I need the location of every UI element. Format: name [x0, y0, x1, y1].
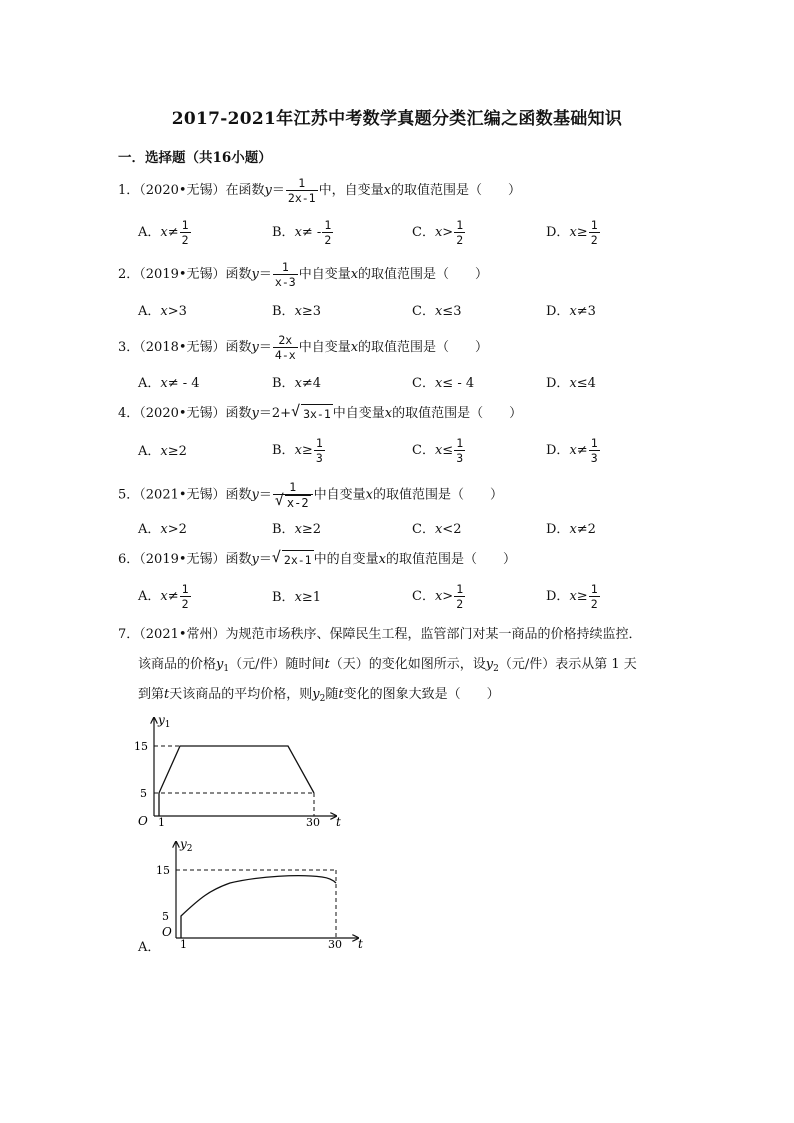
q1-d-den: 2 — [590, 233, 598, 247]
q7-y3: y — [312, 687, 320, 702]
q4-option-c[interactable] — [412, 436, 466, 465]
graph-y1 — [128, 712, 358, 832]
q4-b-x: x — [294, 443, 302, 458]
q4-post: 中自变量 — [332, 406, 385, 421]
q1-b-frac — [322, 218, 333, 247]
q6-d-frac — [589, 582, 600, 611]
q5-d-label: D． — [546, 522, 570, 537]
q3-fraction — [273, 333, 298, 362]
page-title: 2017-2021年江苏中考数学真题分类汇编之函数基础知识 — [171, 109, 623, 129]
sqrt-icon: √ — [271, 548, 281, 566]
q3-a-x: x — [160, 376, 168, 391]
q4-d-num: 1 — [590, 436, 598, 450]
q5-radicand: x-2 — [286, 496, 309, 510]
q6-c-den: 2 — [456, 597, 464, 611]
q6-prefix: 6．（2019•无锡）函数 — [118, 552, 252, 567]
q6-a-rel: ≠ — [167, 589, 179, 604]
q1-a-rel: ≠ — [167, 225, 179, 240]
q2-d-label: D． — [546, 304, 570, 319]
q3-option-b[interactable] — [272, 372, 321, 391]
q6-post2: 的取值范围是（ ） — [385, 552, 516, 567]
q6-b-label: B． — [272, 590, 295, 605]
q1-option-a[interactable] — [138, 218, 192, 247]
q1-a-frac — [180, 218, 191, 247]
q6-d-rel: ≥ — [576, 589, 588, 604]
q7-y1: y — [216, 657, 224, 672]
q2-c-val: ≤3 — [442, 304, 462, 319]
q4-d-x: x — [569, 443, 577, 458]
q7-s2: 2 — [493, 664, 499, 674]
q5-c-x: x — [434, 522, 443, 537]
q2-fraction — [273, 260, 298, 289]
q3-b-x: x — [294, 376, 302, 391]
q1-a-den: 2 — [181, 233, 189, 247]
q1-post: 中，自变量 — [318, 183, 384, 198]
q1-d-x: x — [569, 225, 577, 240]
q5-d-val: ≠2 — [576, 522, 596, 537]
q5-a-val: >2 — [167, 522, 187, 537]
q3-den: 4-x — [274, 348, 296, 362]
g2-tick-1: 1 — [180, 938, 187, 951]
q5-b-x: x — [294, 522, 302, 537]
graph-option-a — [150, 836, 380, 956]
q4-a-x: x — [160, 444, 168, 459]
q1-fraction — [286, 176, 318, 205]
q6-option-c[interactable] — [412, 582, 466, 611]
q7-s3: 2 — [319, 694, 326, 704]
q4-d-frac — [589, 436, 600, 465]
q4-radicand: 3x-1 — [301, 404, 333, 423]
q5-post2: 的取值范围是（ ） — [372, 487, 503, 503]
q7-option-a[interactable]: A． — [138, 940, 161, 955]
q6-a-frac — [180, 582, 191, 611]
q1-d-frac — [589, 218, 600, 247]
q2-var-y: y — [251, 267, 259, 282]
q3-d-val: ≤4 — [576, 376, 596, 391]
q2-b-x: x — [294, 304, 302, 319]
q7-l2a: 该商品的价格 — [138, 657, 217, 672]
g1-xlabel: t — [336, 815, 341, 829]
q4-b-rel: ≥ — [301, 443, 313, 458]
q7-l3d: 变化的图象大致是（ ） — [343, 687, 500, 702]
q2-prefix: 2．（2019•无锡）函数 — [118, 267, 252, 282]
q1-d-rel: ≥ — [576, 225, 588, 240]
q3-c-x: x — [434, 376, 443, 391]
q1-b-den: 2 — [324, 233, 332, 247]
q3-var-y: y — [251, 340, 259, 355]
question-1 — [118, 176, 521, 205]
q4-b-frac — [314, 436, 325, 465]
q6-c-num: 1 — [456, 582, 464, 596]
q4-var-y: y — [251, 406, 259, 421]
q5-prefix: 5．（2021•无锡）函数 — [118, 487, 252, 503]
q3-prefix: 3．（2018•无锡）函数 — [118, 340, 252, 355]
q2-a-val: >3 — [167, 304, 187, 319]
q2-d-val: ≠3 — [576, 304, 596, 319]
q1-d-label: D． — [546, 225, 570, 240]
question-5 — [118, 480, 503, 510]
q4-c-frac — [454, 436, 465, 465]
q1-a-num: 1 — [181, 218, 189, 232]
question-6 — [118, 550, 516, 569]
q5-d-x: x — [569, 522, 577, 537]
q6-b-x: x — [294, 590, 302, 605]
g2-tick-30: 30 — [328, 938, 342, 951]
q4-eq: ＝2+ — [258, 406, 292, 421]
q6-eq: ＝ — [258, 552, 272, 567]
q2-option-d[interactable] — [546, 300, 596, 319]
q6-a-label: A． — [138, 589, 161, 604]
q5-sqrt — [274, 491, 311, 510]
q5-c-label: C． — [412, 522, 435, 537]
q1-option-d[interactable] — [546, 218, 601, 247]
q5-var-y: y — [251, 487, 259, 503]
q7-l2c: （天）的变化如图所示，设 — [329, 657, 486, 672]
q2-eq: ＝ — [258, 267, 272, 282]
q1-eq: ＝ — [271, 183, 285, 198]
q4-option-b[interactable] — [272, 436, 326, 465]
q6-post: 中的自变量 — [313, 552, 379, 567]
q1-c-label: C． — [412, 225, 435, 240]
sqrt-icon: √ — [274, 491, 284, 509]
q7-l3c: 随 — [325, 687, 339, 702]
q6-option-b[interactable] — [272, 586, 321, 605]
g1-tick-15: 15 — [134, 740, 148, 753]
q1-b-label: B． — [272, 225, 295, 240]
q1-d-num: 1 — [590, 218, 598, 232]
q1-option-c[interactable] — [412, 218, 466, 247]
g2-origin: O — [162, 925, 172, 939]
q3-eq: ＝ — [258, 340, 272, 355]
q1-c-den: 2 — [456, 233, 464, 247]
q5-b-label: B． — [272, 522, 295, 537]
q1-prefix: 1．（2020•无锡）在函数 — [118, 183, 265, 198]
q2-post: 中自变量 — [298, 267, 351, 282]
q1-b-rel: ≠ - — [301, 225, 322, 240]
g1-ylabel: $y_1$ — [158, 713, 171, 730]
q7-t: t — [324, 657, 330, 672]
q3-option-c[interactable] — [412, 372, 474, 391]
q3-var-x: x — [350, 340, 359, 355]
q4-option-d[interactable] — [546, 436, 601, 465]
q6-c-label: C． — [412, 589, 435, 604]
q7-t3: t — [338, 687, 344, 702]
q2-option-b[interactable] — [272, 300, 321, 319]
q3-num: 2x — [273, 333, 298, 348]
q3-d-x: x — [569, 376, 577, 391]
q5-option-d[interactable] — [546, 518, 596, 537]
q4-c-den: 3 — [456, 451, 464, 465]
q4-c-x: x — [434, 443, 443, 458]
q7-l2b: （元/件）随时间 — [229, 657, 325, 672]
question-7-line-2 — [138, 656, 637, 678]
q1-a-x: x — [160, 225, 168, 240]
q4-c-num: 1 — [456, 436, 464, 450]
g1-origin: O — [138, 814, 148, 828]
q2-c-x: x — [434, 304, 443, 319]
q4-post2: 的取值范围是（ ） — [392, 406, 523, 421]
q4-prefix: 4．（2020•无锡）函数 — [118, 406, 252, 421]
q1-var-x: x — [383, 183, 391, 198]
q3-option-a[interactable] — [138, 372, 200, 391]
q4-b-den: 3 — [315, 451, 323, 465]
q7-t2: t — [164, 687, 170, 702]
q1-b-x: x — [294, 225, 302, 240]
q5-c-val: <2 — [442, 522, 462, 537]
q3-post: 中自变量 — [298, 340, 351, 355]
q6-a-x: x — [160, 589, 168, 604]
g2-xlabel: t — [358, 937, 363, 951]
q6-d-den: 2 — [590, 597, 598, 611]
q6-var-y: y — [251, 552, 259, 567]
q7-l3b: 天该商品的平均价格，则 — [169, 687, 313, 702]
q2-b-val: ≥3 — [301, 304, 322, 319]
sqrt-icon: √ — [291, 402, 301, 420]
q3-b-val: ≠4 — [301, 376, 322, 391]
q6-d-num: 1 — [590, 582, 598, 596]
q5-a-label: A． — [138, 522, 161, 537]
q2-a-x: x — [160, 304, 168, 319]
q5-b-val: ≥2 — [301, 522, 322, 537]
q4-d-rel: ≠ — [576, 443, 588, 458]
g1-tick-30: 30 — [306, 816, 320, 829]
q2-post2: 的取值范围是（ ） — [358, 267, 489, 282]
g2-tick-15: 15 — [156, 864, 170, 877]
q4-b-num: 1 — [315, 436, 323, 450]
q1-a-label: A． — [138, 225, 161, 240]
q1-den: 2x-1 — [287, 191, 316, 205]
q6-c-rel: > — [442, 589, 454, 604]
q3-c-val: ≤ - 4 — [442, 376, 475, 391]
q6-option-d[interactable] — [546, 582, 601, 611]
q3-option-d[interactable] — [546, 372, 596, 391]
q7-y2: y — [485, 657, 494, 672]
q1-option-b[interactable] — [272, 218, 334, 247]
q2-den: x-3 — [274, 275, 296, 289]
q6-var-x: x — [378, 552, 386, 567]
q7-s1: 1 — [223, 664, 230, 674]
q6-option-a[interactable] — [138, 582, 192, 611]
q6-b-val: ≥1 — [301, 590, 322, 605]
q5-option-c[interactable] — [412, 518, 461, 537]
g2-ylabel: $y_2$ — [180, 837, 193, 854]
q3-b-label: B． — [272, 376, 295, 391]
q1-c-rel: > — [442, 225, 454, 240]
q1-c-x: x — [434, 225, 443, 240]
question-2 — [118, 260, 488, 289]
q5-fraction — [273, 480, 313, 510]
question-4 — [118, 404, 522, 423]
q5-num: 1 — [273, 480, 313, 495]
q2-b-label: B． — [272, 304, 295, 319]
question-7-line-3 — [138, 686, 500, 708]
q3-a-val: ≠ - 4 — [167, 376, 200, 391]
q1-post2: 的取值范围是（ ） — [390, 183, 521, 198]
q2-c-label: C． — [412, 304, 435, 319]
g2-tick-5: 5 — [162, 910, 169, 923]
q6-radicand: 2x-1 — [282, 550, 314, 569]
q1-var-y: y — [264, 183, 272, 198]
q4-c-label: C． — [412, 443, 435, 458]
q1-num: 1 — [286, 176, 318, 191]
question-7-line-1: 7．（2021•常州）为规范市场秩序、保障民生工程，监管部门对某一商品的价格持续监控． — [118, 627, 642, 642]
q6-d-label: D． — [546, 589, 570, 604]
q6-a-num: 1 — [181, 582, 189, 596]
q4-a-label: A． — [138, 444, 161, 459]
q5-option-b[interactable] — [272, 518, 321, 537]
y2-curve — [181, 876, 336, 938]
q5-a-x: x — [160, 522, 168, 537]
q2-a-label: A． — [138, 304, 161, 319]
question-3 — [118, 333, 488, 362]
q2-option-c[interactable] — [412, 300, 461, 319]
q4-c-rel: ≤ — [442, 443, 454, 458]
y1-curve — [159, 746, 314, 816]
q3-a-label: A． — [138, 376, 161, 391]
g1-tick-5: 5 — [140, 787, 147, 800]
q1-b-num: 1 — [324, 218, 332, 232]
q4-sqrt — [291, 404, 333, 423]
q4-b-label: B． — [272, 443, 295, 458]
q2-option-a[interactable] — [138, 300, 187, 319]
q4-option-a[interactable] — [138, 440, 187, 459]
q2-d-x: x — [569, 304, 577, 319]
q4-a-val: ≥2 — [167, 444, 187, 459]
q6-c-frac — [454, 582, 465, 611]
q6-c-x: x — [434, 589, 443, 604]
q5-eq: ＝ — [258, 487, 272, 503]
q5-var-x: x — [365, 487, 373, 503]
q2-num: 1 — [273, 260, 298, 275]
g1-tick-1: 1 — [158, 816, 165, 829]
q3-post2: 的取值范围是（ ） — [358, 340, 489, 355]
q1-c-num: 1 — [456, 218, 464, 232]
q4-d-den: 3 — [590, 451, 598, 465]
q6-d-x: x — [569, 589, 577, 604]
q1-c-frac — [454, 218, 465, 247]
q3-d-label: D． — [546, 376, 570, 391]
q4-d-label: D． — [546, 443, 570, 458]
q6-sqrt — [272, 550, 314, 569]
q2-var-x: x — [350, 267, 359, 282]
q4-var-x: x — [384, 406, 393, 421]
q5-option-a[interactable] — [138, 518, 187, 537]
q3-c-label: C． — [412, 376, 435, 391]
q7-l2d: （元/件）表示从第 1 天 — [498, 657, 637, 672]
q7-l3a: 到第 — [138, 687, 165, 702]
section-heading: 一．选择题（共16小题） — [118, 150, 272, 166]
q5-post: 中自变量 — [313, 487, 366, 503]
q6-a-den: 2 — [181, 597, 189, 611]
